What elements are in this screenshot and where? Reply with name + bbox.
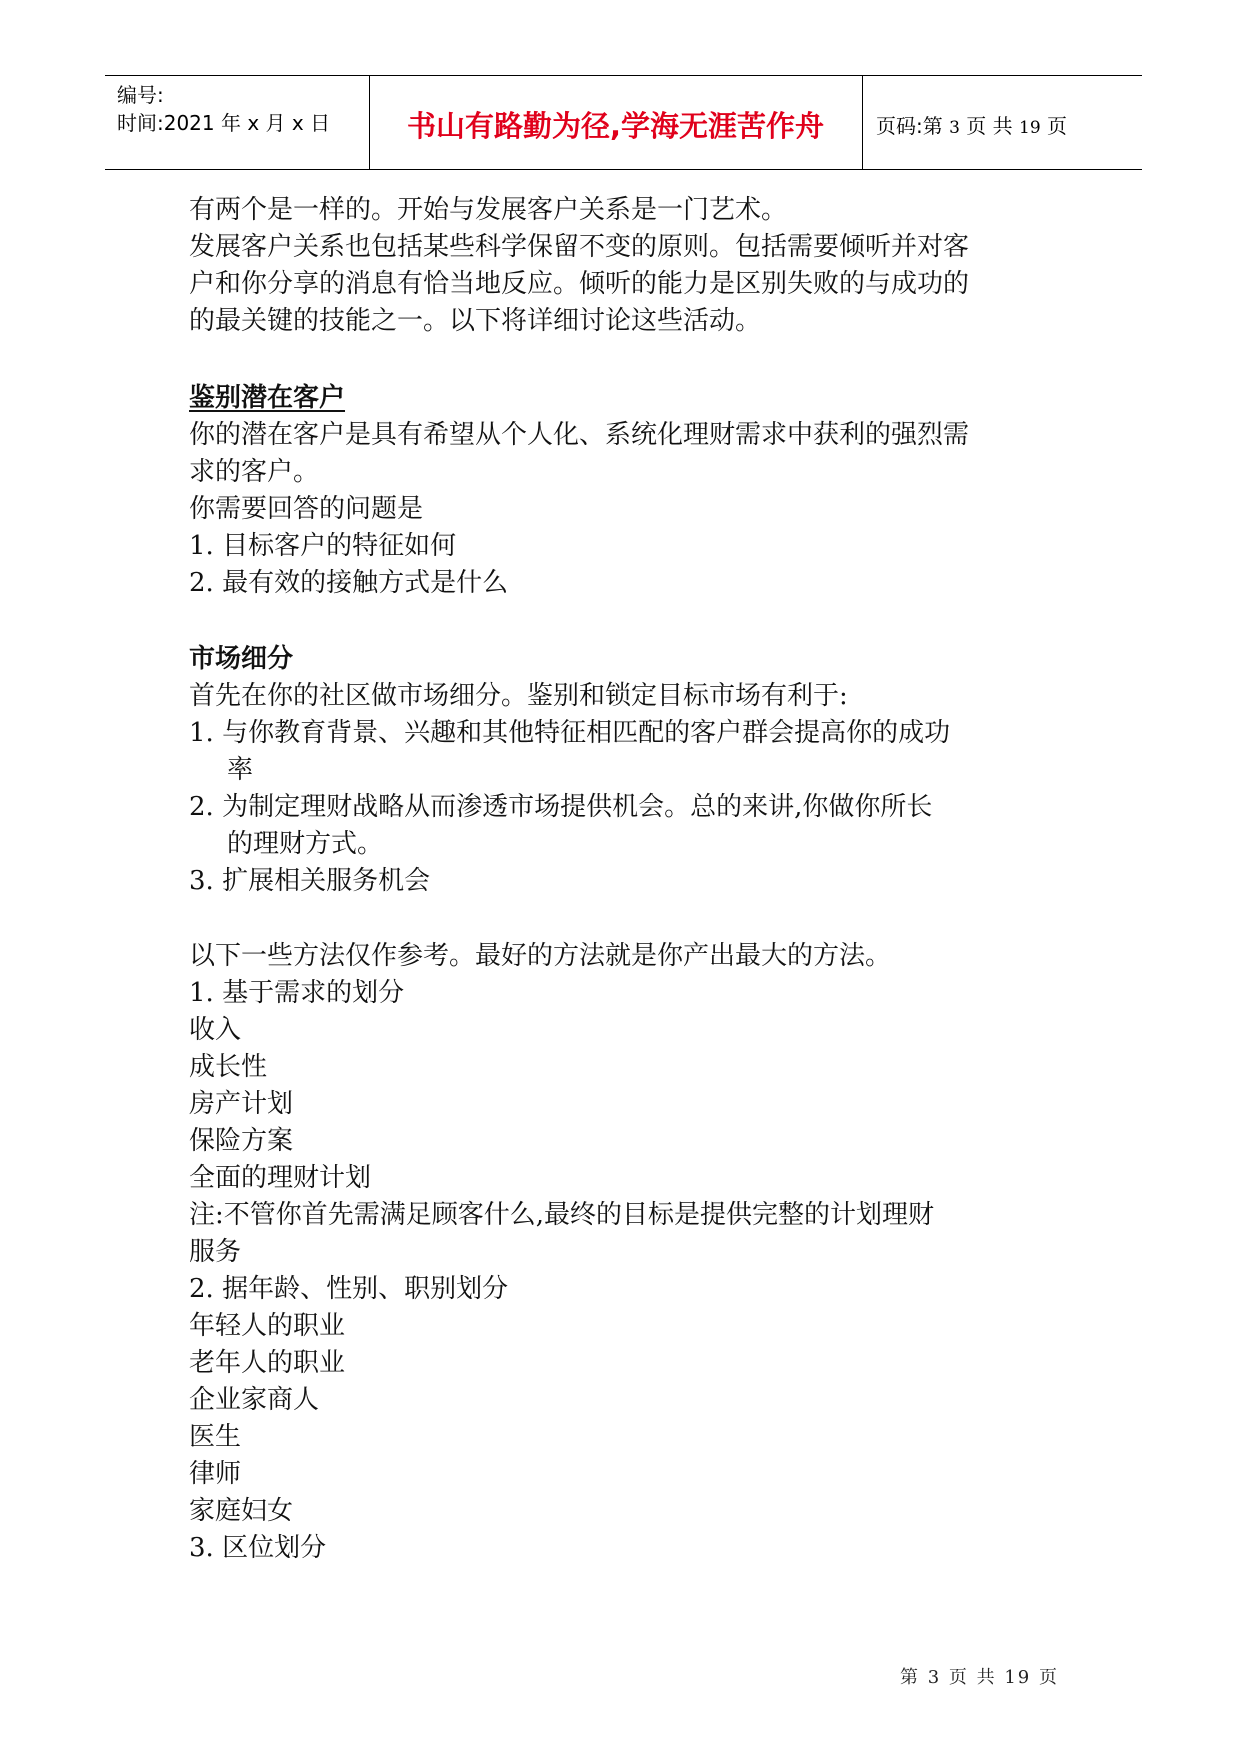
section-heading-identify-prospects: 鉴别潜在客户: [189, 383, 346, 413]
body-line: 收入: [189, 1015, 242, 1045]
body-line: 发展客户关系也包括某些科学保留不变的原则。包括需要倾听并对客: [189, 232, 970, 262]
header-page-number: [876, 110, 1067, 139]
document-time-label: 时间:2021 年 x 月 x 日: [117, 111, 331, 135]
body-line: 全面的理财计划: [189, 1163, 372, 1193]
body-line: 保险方案: [189, 1126, 294, 1156]
body-line: 老年人的职业: [189, 1348, 346, 1378]
body-line: 的最关键的技能之一。以下将详细讨论这些活动。: [189, 306, 762, 336]
list-item: 1. 与你教育背景、兴趣和其他特征相匹配的客户群会提高你的成功: [189, 718, 951, 748]
body-line: 律师: [189, 1459, 242, 1489]
body-line: 注:不管你首先需满足顾客什么,最终的目标是提供完整的计划理财: [189, 1200, 935, 1230]
body-line: 年轻人的职业: [189, 1311, 346, 1341]
document-number-label: 编号:: [117, 83, 164, 107]
page-label: 页码:第: [876, 114, 943, 138]
header-motto-cell: [369, 76, 863, 169]
header-motto: 书山有路勤为径,学海无涯苦作舟: [406, 109, 825, 143]
page-header: [105, 75, 1142, 170]
header-left-cell: [105, 76, 370, 169]
page-mid: 页 共: [966, 114, 1013, 138]
body-line: 企业家商人: [189, 1385, 320, 1415]
body-line: 你需要回答的问题是: [189, 494, 424, 524]
body-line: 有两个是一样的。开始与发展客户关系是一门艺术。: [189, 195, 788, 225]
header-page-cell: [862, 76, 1142, 169]
body-line: 服务: [189, 1237, 242, 1267]
body-line: 房产计划: [189, 1089, 294, 1119]
list-item: 2. 最有效的接触方式是什么: [189, 568, 509, 598]
page-current: 3: [949, 118, 960, 138]
section-heading-market-segmentation: 市场细分: [189, 644, 294, 674]
body-line: 求的客户。: [189, 457, 320, 487]
list-item: 3. 扩展相关服务机会: [189, 866, 431, 896]
list-item-continuation: 率: [227, 755, 254, 785]
list-item: 1. 基于需求的划分: [189, 978, 405, 1008]
page-total: 19: [1019, 118, 1041, 138]
body-line: 你的潜在客户是具有希望从个人化、系统化理财需求中获利的强烈需: [189, 420, 970, 450]
body-line: 成长性: [189, 1052, 268, 1082]
body-line: 户和你分享的消息有恰当地反应。倾听的能力是区别失败的与成功的: [189, 269, 970, 299]
body-line: 家庭妇女: [189, 1496, 294, 1526]
body-line: 以下一些方法仅作参考。最好的方法就是你产出最大的方法。: [189, 941, 892, 971]
page-end: 页: [1047, 114, 1068, 138]
list-item: 3. 区位划分: [189, 1533, 327, 1563]
list-item: 2. 为制定理财战略从而渗透市场提供机会。总的来讲,你做你所长: [189, 792, 933, 822]
list-item: 2. 据年龄、性别、职别划分: [189, 1274, 509, 1304]
body-line: 首先在你的社区做市场细分。鉴别和锁定目标市场有利于:: [189, 681, 848, 711]
body-line: 医生: [189, 1422, 242, 1452]
page-footer: 第 3 页 共 19 页: [900, 1667, 1059, 1688]
list-item: 1. 目标客户的特征如何: [189, 531, 457, 561]
list-item-continuation: 的理财方式。: [227, 829, 384, 859]
